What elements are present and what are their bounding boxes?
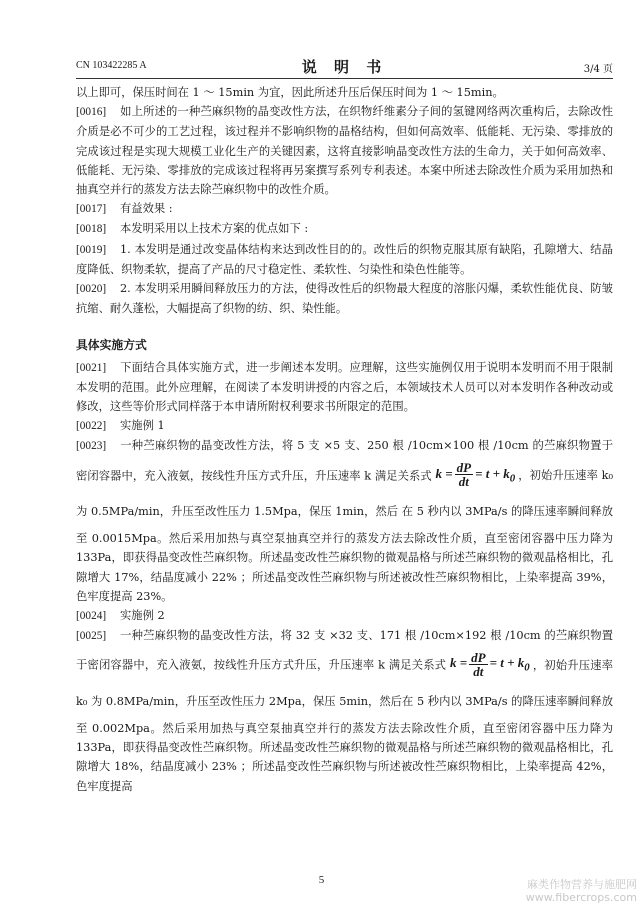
- example-1-body: [ 0023 ] 一种苎麻织物的晶变改性方法，将 5 支 ×5 支、250 根 /10cm×100 根 /10cm 的苎麻织物置于密闭容器中，充入液氨，按线性升压方式升压，升压速率 k 满足关系式 k = $\frac{dP}{dt}$ = $t + k_0$ ，初始升压速率 k₀ 为 0.5MPa/min，升压至改性压力 1.5Mpa，保压 1min，然后 在 5 秒内以 3MPa/s 的降压速率瞬间释放至 0.0015Mpa。然后采用加热与真空泵抽真空并行的蒸发方法去除改性介质，直至密闭容器中压力降为 133Pa，即获得晶变改性苎麻织物。所述晶变改性苎麻织物的微观晶格与所述苎麻织物的微观晶格相比，孔隙增大 17%，结晶度减小 22% ；所述晶变改性苎麻织物与所述被改性苎麻织物相比，上染率提高 39%，色牢度提高 23%。: [76, 436, 613, 606]
- document-body: [76, 83, 613, 796]
- formula-line: k = $\frac{dP}{dt}$ = $t + k_0$ ，初始升压速率 k₀ 为 0.8MPa/min，升压至改性压力 2Mpa，保压 5min，然后在: [76, 659, 613, 708]
- paragraph-0017: [ 0017 ] 有益效果 :: [76, 199, 613, 219]
- paragraph-tag: [ 0016 ]: [76, 103, 120, 122]
- document-title: 说 明 书: [301, 58, 388, 76]
- example-1-title: [ 0022 ] 实施例 1: [76, 416, 613, 436]
- paragraph-tag: [ 0020 ]: [76, 280, 120, 299]
- example-2-title: [ 0024 ] 实施例 2: [76, 606, 613, 626]
- paragraph-0016: [ 0016 ] 如上所述的一种苎麻织物的晶变改性方法，在织物纤维素分子间的氢键网络两次重构后，去除改性介质是必不可少的工艺过程，该过程并不影响织物的晶格结构，但如何高效率、低能耗、无污染、零排放的完成该过程是实现大规模工业化生产的关键因素，这将直接影响晶变改性方法的生命力，关于如何高效率、低能耗、无污染、零排放的完成该过程将再另案撰写系列专利表述。本案中所述去除改性介质为采用加热和抽真空并行的蒸发方法去除苎麻织物中的改性介质。: [76, 102, 613, 199]
- rate-formula: k = $\frac{dP}{dt}$ = $t + k_0$: [449, 649, 530, 679]
- paragraph-tag: [ 0018 ]: [76, 220, 120, 239]
- paragraph-tag: [ 0023 ]: [76, 437, 120, 456]
- paragraph-tag: [ 0022 ]: [76, 417, 120, 436]
- paragraph-0019: [ 0019 ] 1. 本发明是通过改变晶体结构来达到改性目的的。改性后的织物克服其原有缺陷，孔隙增大、结晶度降低、织物柔软，提高了产品的尺寸稳定性、柔软性、匀染性和染色性能等。: [76, 240, 613, 279]
- paragraph-tag: [ 0019 ]: [76, 241, 120, 260]
- paragraph-0020: [ 0020 ] 2. 本发明采用瞬间释放压力的方法，使得改性后的织物最大程度的溶胀闪爆，柔软性能优良、防皱抗缩、耐久蓬松，大幅提高了织物的纺、织、染性能。: [76, 279, 613, 318]
- page-reference: 3/4 页: [583, 64, 613, 75]
- paragraph-tag: [ 0024 ]: [76, 607, 120, 626]
- page-number: 5: [318, 874, 325, 886]
- paragraph-continuation: 以上即可，保压时间在 1 ～ 15min 为宜，因此所述升压后保压时间为 1 ～ 15min。: [76, 86, 504, 99]
- rate-formula: k = $\frac{dP}{dt}$ = $t + k_0$: [435, 460, 516, 490]
- page-header: [76, 58, 613, 78]
- header-divider: [76, 78, 613, 79]
- section-title: 具体实施方式: [76, 338, 147, 353]
- watermark: 麻类作物营养与施肥网 www.fibercrops.com: [525, 878, 637, 904]
- paragraph-tag: [ 0017 ]: [76, 200, 120, 219]
- example-2-body: [ 0025 ] 一种苎麻织物的晶变改性方法，将 32 支 ×32 支、171 根 /10cm×192 根 /10cm 的苎麻织物置于密闭容器中，充入液氨，按线性升压方式升压，升压速率 k 满足关系式 k = $\frac{dP}{dt}$ = $t + k_0$ ，初始升压速率 k₀ 为 0.8MPa/min，升压至改性压力 2Mpa，保压 5min，然后在 5 秒内以 3MPa/s 的降压速率瞬间释放至 0.002Mpa。然后采用加热与真空泵抽真空并行的蒸发方法去除改性介质，直至密闭容器中压力降为 133Pa，即获得晶变改性苎麻织物。所述晶变改性苎麻织物的微观晶格与所述苎麻织物的微观晶格相比，孔隙增大 18%，结晶度减小 23% ；所述晶变改性苎麻织物与所述被改性苎麻织物相比，上染率提高 42%，色牢度提高: [76, 626, 613, 796]
- paragraph-0021: [ 0021 ] 下面结合具体实施方式，进一步阐述本发明。应理解，这些实施例仅用于说明本发明而不用于限制本发明的范围。此外应理解，在阅读了本发明讲授的内容之后，本领域技术人员可以对本发明作各种改动或修改，这些等价形式同样落于本申请所附权利要求书所限定的范围。: [76, 358, 613, 417]
- patent-number: CN 103422285 A: [76, 60, 147, 71]
- formula-line: k = $\frac{dP}{dt}$ = $t + k_0$ ，初始升压速率 k₀ 为 0.5MPa/min，升压至改性压力 1.5Mpa，保压 1min，然后: [76, 469, 613, 518]
- paragraph-tag: [ 0021 ]: [76, 359, 120, 378]
- paragraph-0018: [ 0018 ] 本发明采用以上技术方案的优点如下 :: [76, 219, 613, 239]
- paragraph-tag: [ 0025 ]: [76, 627, 120, 646]
